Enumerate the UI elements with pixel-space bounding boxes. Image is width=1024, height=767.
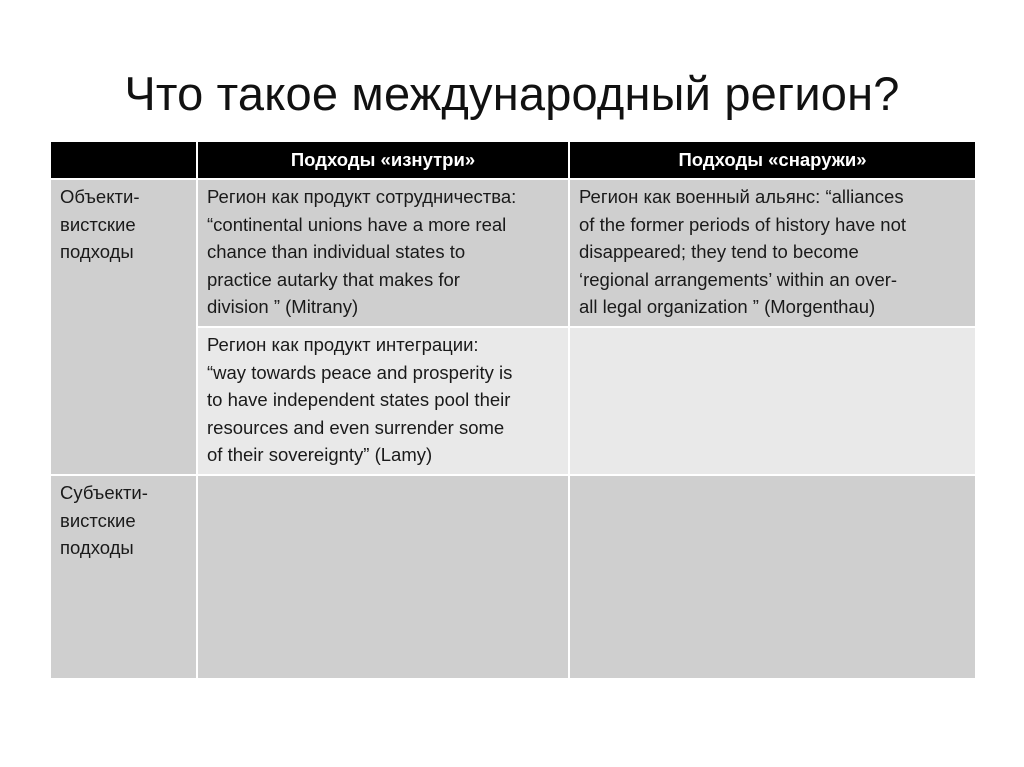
header-outside-approaches: Подходы «снаружи» [569,141,976,179]
cell-empty-outside-2 [569,327,976,475]
cell-empty-subjectivist-inside [197,475,569,679]
cell-line: of their sovereignty” (Lamy) [207,444,433,465]
cell-line: Регион как продукт сотрудничества: [207,186,517,207]
row-label-line: подходы [60,537,134,558]
cell-line: chance than individual states to [207,241,466,262]
cell-integration-region [197,327,569,475]
row-label-line: Субъекти- [60,482,148,503]
table-header-row [50,141,976,179]
row-label-line: Объекти- [60,186,140,207]
cell-line: “way towards peace and prosperity is [207,361,513,383]
cell-line: practice autarky that makes for [207,268,460,290]
slide-title: Что такое международный регион? [124,67,900,120]
cell-line: “continental unions have a more real [207,213,507,235]
cell-military-alliance-region [569,179,976,327]
cell-line: ‘regional arrangements’ within an over- [579,268,898,290]
cell-cooperation-region [197,179,569,327]
header-inside-approaches: Подходы «изнутри» [197,141,569,179]
cell-line: disappeared; they tend to become [579,241,859,262]
cell-line: of the former periods of history have not [579,213,907,235]
cell-empty-subjectivist-outside [569,475,976,679]
row-label-objectivist [50,179,197,475]
header-corner-cell [50,141,197,179]
table-row [50,179,976,327]
cell-line: to have independent states pool their [207,389,511,410]
approaches-table [49,140,977,680]
cell-line: all legal organization ” (Morgenthau) [579,296,876,317]
row-label-line: вистские [60,509,136,531]
cell-line: Регион как продукт интеграции: [207,334,479,355]
row-label-line: вистские [60,213,136,235]
cell-line: Регион как военный альянс: “alliances [579,186,904,207]
cell-line: resources and even surrender some [207,416,505,438]
row-label-line: подходы [60,241,134,262]
row-label-subjectivist [50,475,197,679]
table-row [50,475,976,679]
cell-line: division ” (Mitrany) [207,296,359,317]
